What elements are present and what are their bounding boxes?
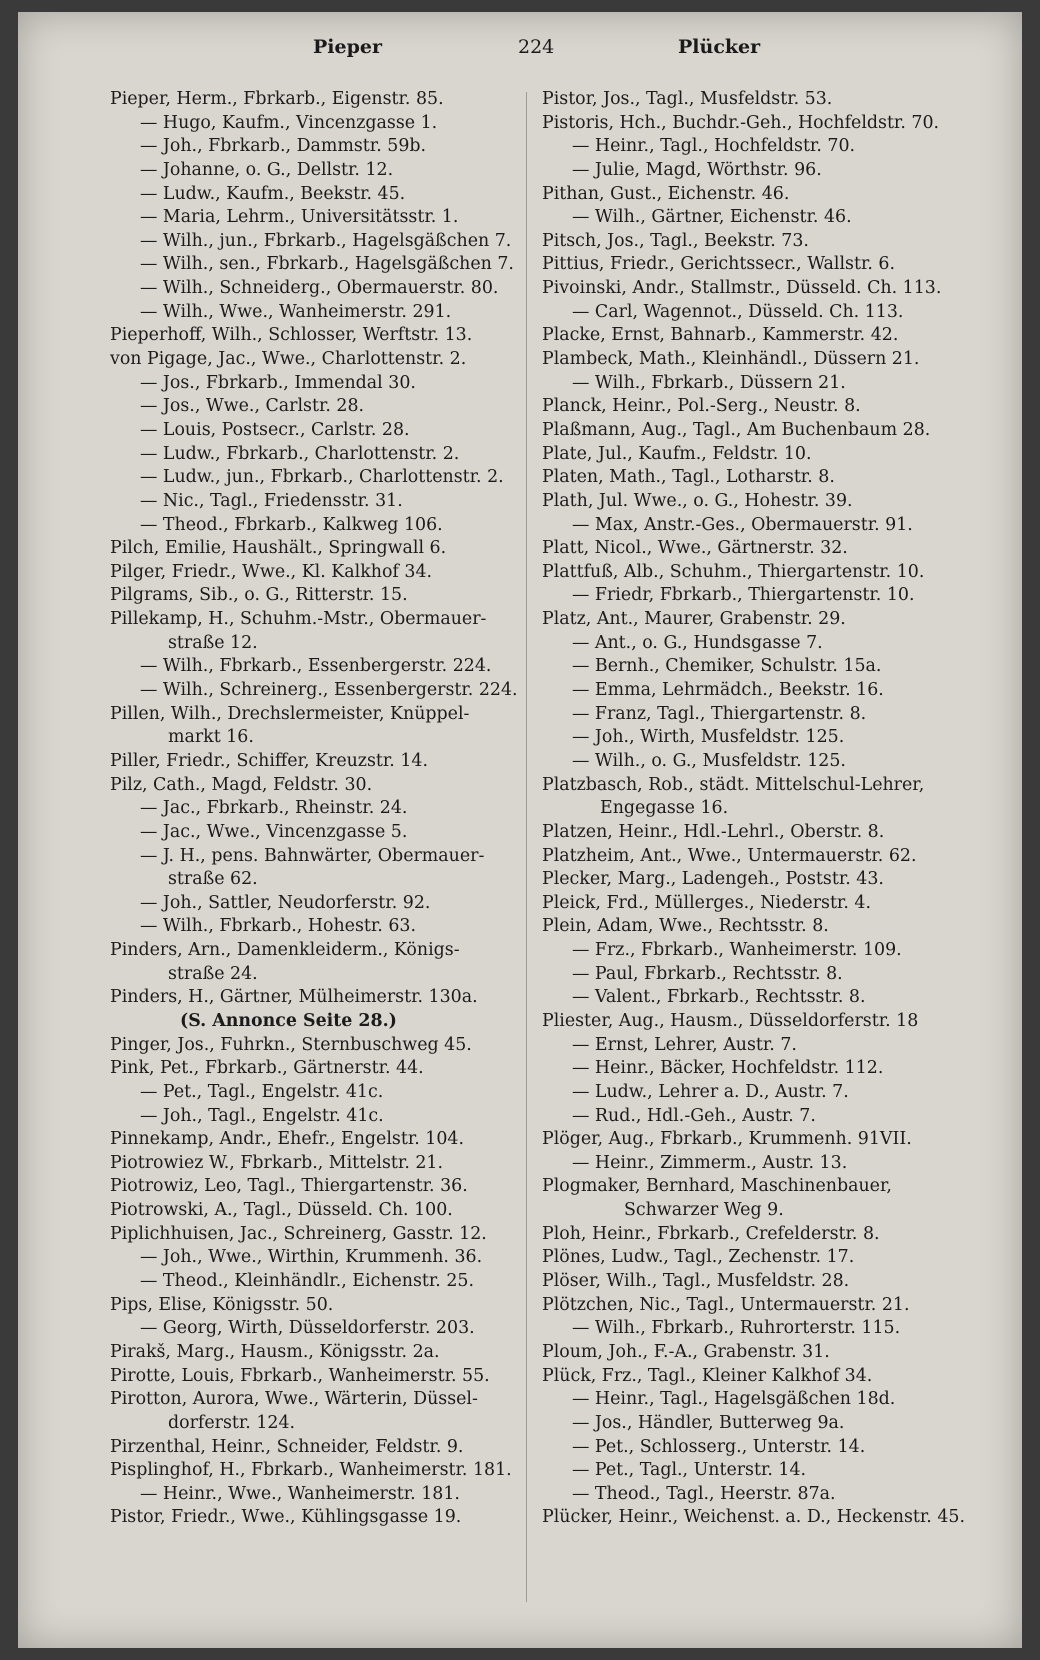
directory-entry: — Jos., Händler, Butterweg 9a. <box>572 1412 845 1433</box>
directory-entry: Platt, Nicol., Wwe., Gärtnerstr. 32. <box>542 538 848 559</box>
directory-entry: Plöser, Wilh., Tagl., Musfeldstr. 28. <box>542 1271 850 1292</box>
directory-entry: — Johanne, o. G., Dellstr. 12. <box>140 159 394 180</box>
directory-entry: — Heinr., Zimmerm., Austr. 13. <box>572 1152 848 1173</box>
directory-entry: — Georg, Wirth, Düsseldorferstr. 203. <box>140 1318 475 1339</box>
directory-entry: — Max, Anstr.-Ges., Obermauerstr. 91. <box>572 514 913 535</box>
directory-entry: Plath, Jul. Wwe., o. G., Hohestr. 39. <box>542 490 853 511</box>
directory-entry: Platen, Math., Tagl., Lotharstr. 8. <box>542 467 835 488</box>
directory-entry: Platzheim, Ant., Wwe., Untermauerstr. 62. <box>542 845 917 866</box>
directory-entry: Pirakš, Marg., Hausm., Königsstr. 2a. <box>110 1341 440 1362</box>
directory-entry: Pistor, Friedr., Wwe., Kühlingsgasse 19. <box>110 1507 462 1528</box>
directory-entry: Pittius, Friedr., Gerichtssecr., Wallstr. 6. <box>542 254 896 275</box>
directory-entry: Pleick, Frd., Müllerges., Niederstr. 4. <box>542 892 871 913</box>
directory-entry: Planck, Heinr., Pol.-Serg., Neustr. 8. <box>542 396 861 417</box>
directory-entry: — Rud., Hdl.-Geh., Austr. 7. <box>572 1105 816 1126</box>
directory-entry: Pitsch, Jos., Tagl., Beekstr. 73. <box>542 230 809 251</box>
directory-entry: Pivoinski, Andr., Stallmstr., Düsseld. Ch. 113. <box>542 278 942 299</box>
directory-entry: — Theod., Kleinhändlr., Eichenstr. 25. <box>140 1271 474 1292</box>
directory-entry: von Pigage, Jac., Wwe., Charlottenstr. 2. <box>110 349 467 370</box>
directory-entry: — Joh., Tagl., Engelstr. 41c. <box>140 1105 384 1126</box>
directory-entry: — Pet., Tagl., Engelstr. 41c. <box>140 1081 384 1102</box>
directory-entry: — Joh., Sattler, Neudorferstr. 92. <box>140 892 431 913</box>
directory-entry: — Wilh., Fbrkarb., Hohestr. 63. <box>140 916 416 937</box>
header-first-entry: Pieper <box>313 36 382 58</box>
column-divider <box>526 92 527 1602</box>
directory-entry: Pillen, Wilh., Drechslermeister, Knüppel- <box>110 703 470 724</box>
left-column <box>110 88 522 1530</box>
directory-entry: — Bernh., Chemiker, Schulstr. 15a. <box>572 656 882 677</box>
directory-entry: Plück, Frz., Tagl., Kleiner Kalkhof 34. <box>542 1365 873 1386</box>
header-last-entry: Plücker <box>678 36 761 58</box>
directory-entry: Ploh, Heinr., Fbrkarb., Crefelderstr. 8. <box>542 1223 880 1244</box>
directory-entry: — Heinr., Tagl., Hochfeldstr. 70. <box>572 136 856 157</box>
directory-entry: Schwarzer Weg 9. <box>624 1200 784 1221</box>
directory-entry: — Jac., Fbrkarb., Rheinstr. 24. <box>140 798 408 819</box>
directory-entry: — Ludw., jun., Fbrkarb., Charlottenstr. 2. <box>140 467 504 488</box>
directory-entry: — Wilh., Schreinerg., Essenbergerstr. 224. <box>140 680 518 701</box>
directory-entry: — Theod., Tagl., Heerstr. 87a. <box>572 1483 836 1504</box>
directory-entry: Plambeck, Math., Kleinhändl., Düssern 21. <box>542 349 920 370</box>
directory-entry: Pistoris, Hch., Buchdr.-Geh., Hochfeldstr. 70. <box>542 112 940 133</box>
directory-entry: Pirotton, Aurora, Wwe., Wärterin, Düssel- <box>110 1389 478 1410</box>
directory-entry: — Wilh., Fbrkarb., Düssern 21. <box>572 372 846 393</box>
directory-entry: Pilch, Emilie, Haushält., Springwall 6. <box>110 538 447 559</box>
directory-entry: — Maria, Lehrm., Universitätsstr. 1. <box>140 207 459 228</box>
directory-entry: Piller, Friedr., Schiffer, Kreuzstr. 14. <box>110 750 428 771</box>
directory-entry: Engegasse 16. <box>600 798 729 819</box>
directory-entry: Plötzchen, Nic., Tagl., Untermauerstr. 21. <box>542 1294 910 1315</box>
directory-entry: (S. Annonce Seite 28.) <box>180 1010 397 1031</box>
directory-entry: — Wilh., sen., Fbrkarb., Hagelsgäßchen 7. <box>140 254 514 275</box>
directory-entry: Pinger, Jos., Fuhrkn., Sternbuschweg 45. <box>110 1034 472 1055</box>
directory-entry: — Jos., Fbrkarb., Immendal 30. <box>140 372 416 393</box>
directory-entry: Pieperhoff, Wilh., Schlosser, Werftstr. 13. <box>110 325 473 346</box>
directory-entry: — Wilh., jun., Fbrkarb., Hagelsgäßchen 7. <box>140 230 512 251</box>
directory-entry: dorferstr. 124. <box>168 1412 296 1433</box>
directory-entry: — Emma, Lehrmädch., Beekstr. 16. <box>572 680 884 701</box>
directory-entry: Plattfuß, Alb., Schuhm., Thiergartenstr. 10. <box>542 561 925 582</box>
directory-entry: — Ernst, Lehrer, Austr. 7. <box>572 1034 797 1055</box>
directory-entry: — Ludw., Fbrkarb., Charlottenstr. 2. <box>140 443 460 464</box>
directory-entry: markt 16. <box>168 727 254 748</box>
directory-entry: — Nic., Tagl., Friedensstr. 31. <box>140 490 403 511</box>
directory-entry: — Ludw., Lehrer a. D., Austr. 7. <box>572 1081 849 1102</box>
directory-entry: straße 12. <box>168 632 258 653</box>
directory-entry: — Theod., Fbrkarb., Kalkweg 106. <box>140 514 443 535</box>
directory-entry: — Franz, Tagl., Thiergartenstr. 8. <box>572 703 867 724</box>
directory-entry: — Joh., Wirth, Musfeldstr. 125. <box>572 727 845 748</box>
directory-entry: — Louis, Postsecr., Carlstr. 28. <box>140 419 410 440</box>
directory-entry: — Ant., o. G., Hundsgasse 7. <box>572 632 823 653</box>
directory-entry: — Paul, Fbrkarb., Rechtsstr. 8. <box>572 963 843 984</box>
directory-entry: Plein, Adam, Wwe., Rechtsstr. 8. <box>542 916 829 937</box>
directory-entry: Piotrowiez W., Fbrkarb., Mittelstr. 21. <box>110 1152 444 1173</box>
directory-entry: — Joh., Fbrkarb., Dammstr. 59b. <box>140 136 427 157</box>
directory-entry: Pinnekamp, Andr., Ehefr., Engelstr. 104. <box>110 1129 464 1150</box>
directory-entry: Plate, Jul., Kaufm., Feldstr. 10. <box>542 443 812 464</box>
directory-entry: — J. H., pens. Bahnwärter, Obermauer- <box>140 845 485 866</box>
directory-entry: Pliester, Aug., Hausm., Düsseldorferstr. 18 <box>542 1010 919 1031</box>
directory-entry: straße 62. <box>168 869 258 890</box>
directory-entry: — Heinr., Wwe., Wanheimerstr. 181. <box>140 1483 460 1504</box>
directory-entry: Pirotte, Louis, Fbrkarb., Wanheimerstr. 55. <box>110 1365 490 1386</box>
directory-entry: — Jos., Wwe., Carlstr. 28. <box>140 396 365 417</box>
directory-entry: Platzbasch, Rob., städt. Mittelschul-Lehrer, <box>542 774 925 795</box>
directory-entry: — Wilh., Gärtner, Eichenstr. 46. <box>572 207 852 228</box>
directory-entry: — Wilh., Wwe., Wanheimerstr. 291. <box>140 301 452 322</box>
directory-entry: Plöger, Aug., Fbrkarb., Krummenh. 91VII. <box>542 1129 912 1150</box>
directory-entry: Ploum, Joh., F.-A., Grabenstr. 31. <box>542 1341 830 1362</box>
directory-entry: Pinders, H., Gärtner, Mülheimerstr. 130a. <box>110 987 478 1008</box>
directory-entry: Plönes, Ludw., Tagl., Zechenstr. 17. <box>542 1247 855 1268</box>
directory-entry: — Valent., Fbrkarb., Rechtsstr. 8. <box>572 987 866 1008</box>
directory-entry: Pieper, Herm., Fbrkarb., Eigenstr. 85. <box>110 89 444 109</box>
directory-entry: Pithan, Gust., Eichenstr. 46. <box>542 183 790 204</box>
directory-entry: — Joh., Wwe., Wirthin, Krummenh. 36. <box>140 1247 483 1268</box>
directory-entry: straße 24. <box>168 963 258 984</box>
right-column <box>542 88 1012 1530</box>
directory-entry: Pinders, Arn., Damenkleiderm., Königs- <box>110 940 460 961</box>
directory-entry: Pillekamp, H., Schuhm.-Mstr., Obermauer- <box>110 609 487 630</box>
directory-entry: — Wilh., Schneiderg., Obermauerstr. 80. <box>140 278 499 299</box>
directory-entry: Plücker, Heinr., Weichenst. a. D., Heckenstr. 45. <box>542 1507 965 1528</box>
directory-entry: Platzen, Heinr., Hdl.-Lehrl., Oberstr. 8. <box>542 821 885 842</box>
directory-entry: Plaßmann, Aug., Tagl., Am Buchenbaum 28. <box>542 419 931 440</box>
directory-entry: Pips, Elise, Königsstr. 50. <box>110 1294 334 1315</box>
directory-entry: Pilgrams, Sib., o. G., Ritterstr. 15. <box>110 585 408 606</box>
directory-entry: Pilz, Cath., Magd, Feldstr. 30. <box>110 774 373 795</box>
directory-entry: — Wilh., o. G., Musfeldstr. 125. <box>572 750 846 771</box>
directory-entry: — Heinr., Tagl., Hagelsgäßchen 18d. <box>572 1389 896 1410</box>
directory-entry: Piplichhuisen, Jac., Schreinerg, Gasstr. 12. <box>110 1223 487 1244</box>
directory-entry: Plogmaker, Bernhard, Maschinenbauer, <box>542 1176 892 1197</box>
directory-entry: — Carl, Wagennot., Düsseld. Ch. 113. <box>572 301 904 322</box>
directory-entry: — Julie, Magd, Wörthstr. 96. <box>572 159 822 180</box>
directory-entry: Platz, Ant., Maurer, Grabenstr. 29. <box>542 609 846 630</box>
directory-entry: — Pet., Tagl., Unterstr. 14. <box>572 1460 807 1481</box>
directory-entry: Placke, Ernst, Bahnarb., Kammerstr. 42. <box>542 325 899 346</box>
page-header <box>18 36 1022 66</box>
directory-entry: — Heinr., Bäcker, Hochfeldstr. 112. <box>572 1058 884 1079</box>
directory-entry: Plecker, Marg., Ladengeh., Poststr. 43. <box>542 869 884 890</box>
directory-entry: Pink, Pet., Fbrkarb., Gärtnerstr. 44. <box>110 1058 424 1079</box>
directory-entry: — Hugo, Kaufm., Vincenzgasse 1. <box>140 112 438 133</box>
directory-entry: Pilger, Friedr., Wwe., Kl. Kalkhof 34. <box>110 561 433 582</box>
directory-entry: Piotrowiz, Leo, Tagl., Thiergartenstr. 36. <box>110 1176 468 1197</box>
directory-entry: — Ludw., Kaufm., Beekstr. 45. <box>140 183 406 204</box>
directory-entry: — Jac., Wwe., Vincenzgasse 5. <box>140 821 408 842</box>
directory-entry: — Wilh., Fbrkarb., Essenbergerstr. 224. <box>140 656 492 677</box>
directory-entry: Pistor, Jos., Tagl., Musfeldstr. 53. <box>542 89 833 109</box>
directory-entry: Pirzenthal, Heinr., Schneider, Feldstr. 9. <box>110 1436 464 1457</box>
page-number: 224 <box>518 36 555 58</box>
directory-entry: — Wilh., Fbrkarb., Ruhrorterstr. 115. <box>572 1318 901 1339</box>
directory-entry: Pisplinghof, H., Fbrkarb., Wanheimerstr. 181. <box>110 1460 512 1481</box>
directory-entry: Piotrowski, A., Tagl., Düsseld. Ch. 100. <box>110 1200 453 1221</box>
directory-page <box>18 12 1022 1648</box>
directory-entry: — Friedr, Fbrkarb., Thiergartenstr. 10. <box>572 585 915 606</box>
directory-entry: — Pet., Schlosserg., Unterstr. 14. <box>572 1436 866 1457</box>
directory-entry: — Frz., Fbrkarb., Wanheimerstr. 109. <box>572 940 902 961</box>
